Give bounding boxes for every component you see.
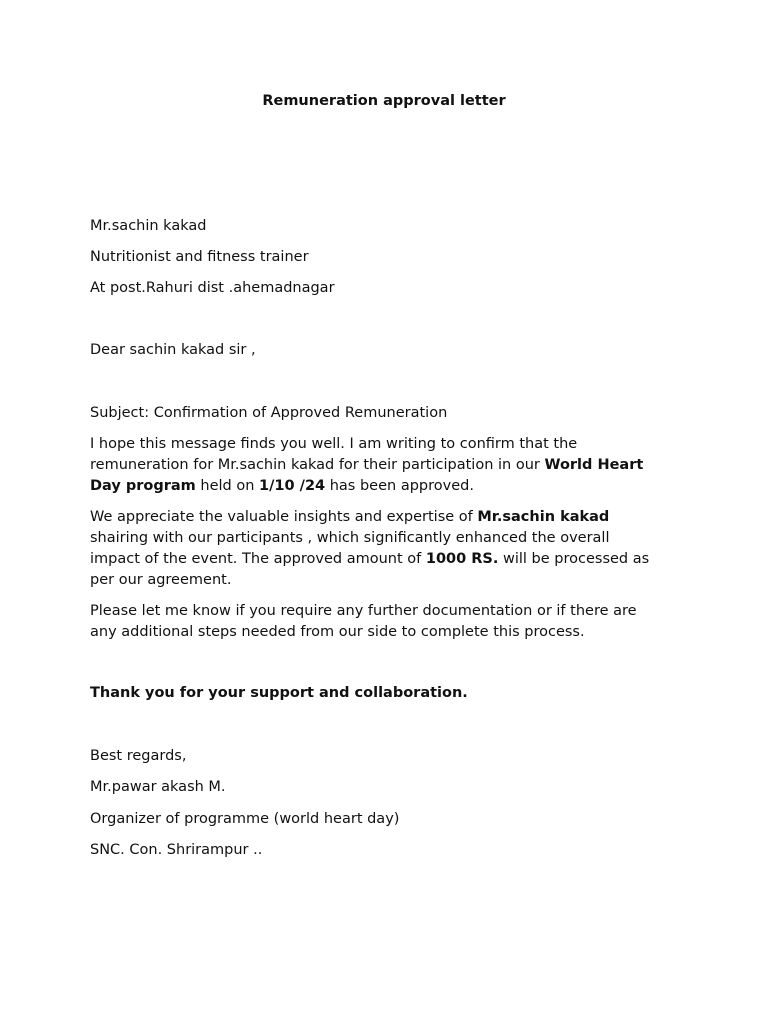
program-date-bold: 1/10 /24: [259, 478, 326, 494]
recipient-designation: Nutritionist and fitness trainer: [90, 249, 309, 265]
paragraph-text: impact of the event. The approved amount of: [90, 551, 426, 567]
closing-line: Best regards,: [90, 748, 187, 764]
program-name-bold: World Heart: [544, 457, 644, 473]
paragraph-row: any additional steps needed from our side to complete this process.: [90, 624, 585, 640]
paragraph-text: remuneration for Mr.sachin kakad for their participation in our: [90, 457, 545, 473]
paragraph-confirmation: [90, 434, 690, 497]
paragraph-row: shairing with our participants , which significantly enhanced the overall: [90, 530, 610, 546]
paragraph-row: [90, 549, 690, 570]
paragraph-row: [90, 455, 690, 476]
salutation: Dear sachin kakad sir ,: [90, 342, 256, 358]
thanks-line: Thank you for your support and collaboration.: [90, 685, 468, 701]
paragraph-text: will be processed as: [498, 551, 650, 567]
paragraph-text: We appreciate the valuable insights and expertise of: [90, 509, 478, 525]
paragraph-appreciation: [90, 507, 690, 591]
paragraph-text: held on: [195, 478, 260, 494]
letter-title: Remuneration approval letter: [262, 93, 506, 109]
sender-organization: SNC. Con. Shrirampur ..: [90, 842, 263, 858]
paragraph-text: has been approved.: [325, 478, 474, 494]
sender-role: Organizer of programme (world heart day): [90, 811, 400, 827]
paragraph-row: Please let me know if you require any further documentation or if there are: [90, 603, 637, 619]
amount-bold: 1000 RS.: [425, 551, 499, 567]
subject-line: Subject: Confirmation of Approved Remuneration: [90, 405, 448, 421]
recipient-address: At post.Rahuri dist .ahemadnagar: [90, 280, 335, 296]
recipient-name-bold: Mr.sachin kakad: [477, 509, 610, 525]
paragraph-row: I hope this message finds you well. I am writing to confirm that the: [90, 436, 578, 452]
paragraph-row: [90, 476, 690, 497]
recipient-name: Mr.sachin kakad: [90, 218, 207, 234]
sender-name: Mr.pawar akash M.: [90, 779, 226, 795]
paragraph-row: [90, 507, 690, 528]
paragraph-row: per our agreement.: [90, 572, 232, 588]
paragraph-request: [90, 601, 690, 643]
program-name-bold: Day program: [90, 478, 196, 494]
